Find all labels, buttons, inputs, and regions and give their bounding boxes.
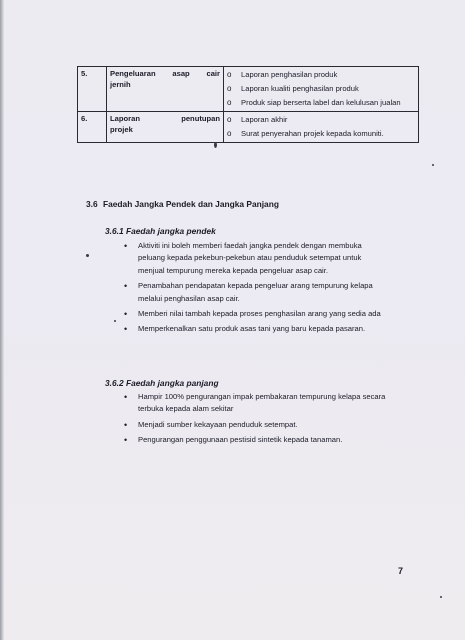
circle-bullet-icon: o (227, 129, 232, 138)
task-cell (107, 112, 224, 143)
bullet-icon: • (124, 281, 128, 292)
list-item: • Memberi nilai tambah kepada proses penghasilan arang yang sedia ada (124, 309, 381, 320)
bullet-icon: • (124, 241, 128, 251)
list-item: • Pengurangan penggunaan pestisid sintetik kepada tanaman. (124, 435, 343, 446)
list-item: • Menjadi sumber kekayaan penduduk setempat. (124, 419, 298, 430)
task-word: asap (172, 69, 190, 78)
output-cell (224, 112, 419, 143)
row-number: 6. (78, 112, 107, 143)
short-term-list (120, 240, 390, 339)
task-word: projek (110, 125, 133, 134)
list-item: • Hampir 100% pengurangan impak pembakaran tempurung kelapa secara terbuka kepada alam sekitar (124, 392, 386, 414)
bullet-icon: • (124, 309, 128, 320)
task-word: penutupan (181, 114, 220, 123)
task-word: Pengeluaran (110, 69, 156, 78)
list-item: • Memperkenalkan satu produk asas tani yang baru kepada pasaran. (124, 324, 366, 335)
long-term-list (120, 391, 390, 450)
scan-speck (432, 164, 434, 166)
output-cell (224, 67, 419, 112)
list-item: o Laporan penghasilan produk (227, 68, 415, 82)
bullet-icon: • (124, 392, 128, 402)
list-item: o Laporan akhir (227, 113, 415, 127)
list-item: • Penambahan pendapatan kepada pengeluar arang tempurung kelapa melalui penghasilan asap cair. (124, 281, 373, 303)
list-item: • Aktiviti ini boleh memberi faedah jangka pendek dengan membuka peluang kepada pekebun-pekebun atau penduduk setempat untuk menjual tempurung mereka kepada pengeluar asap cair. (124, 241, 362, 275)
task-word: cair (206, 69, 220, 78)
bullet-icon: • (124, 324, 128, 335)
page-edge-shadow (0, 0, 4, 640)
task-word: jernih (110, 80, 131, 89)
section-heading: 3.6 Faedah Jangka Pendek dan Jangka Panjang (86, 199, 279, 209)
bullet-icon: • (124, 435, 128, 446)
short-term-heading: 3.6.1 Faedah jangka pendek (105, 226, 216, 236)
task-cell (107, 67, 224, 112)
scan-speck (214, 142, 217, 148)
list-item: o Produk siap berserta label dan kelulusan jualan (227, 96, 415, 110)
bullet-icon: • (124, 419, 128, 430)
page-number: 7 (398, 566, 404, 576)
scan-speck (440, 596, 442, 598)
circle-bullet-icon: o (227, 84, 232, 93)
circle-bullet-icon: o (227, 98, 232, 107)
list-item: o Surat penyerahan projek kepada komuniti. (227, 127, 415, 141)
scan-speck (86, 254, 89, 257)
row-number: 5. (78, 67, 107, 112)
circle-bullet-icon: o (227, 115, 232, 124)
table-row (78, 67, 419, 112)
scan-speck (114, 320, 116, 322)
table-row (78, 112, 419, 143)
circle-bullet-icon: o (227, 70, 232, 79)
task-output-table (77, 66, 419, 143)
list-item: o Laporan kualiti penghasilan produk (227, 82, 415, 96)
task-word: Laporan (110, 114, 140, 123)
long-term-heading: 3.6.2 Faedah jangka panjang (105, 378, 219, 388)
